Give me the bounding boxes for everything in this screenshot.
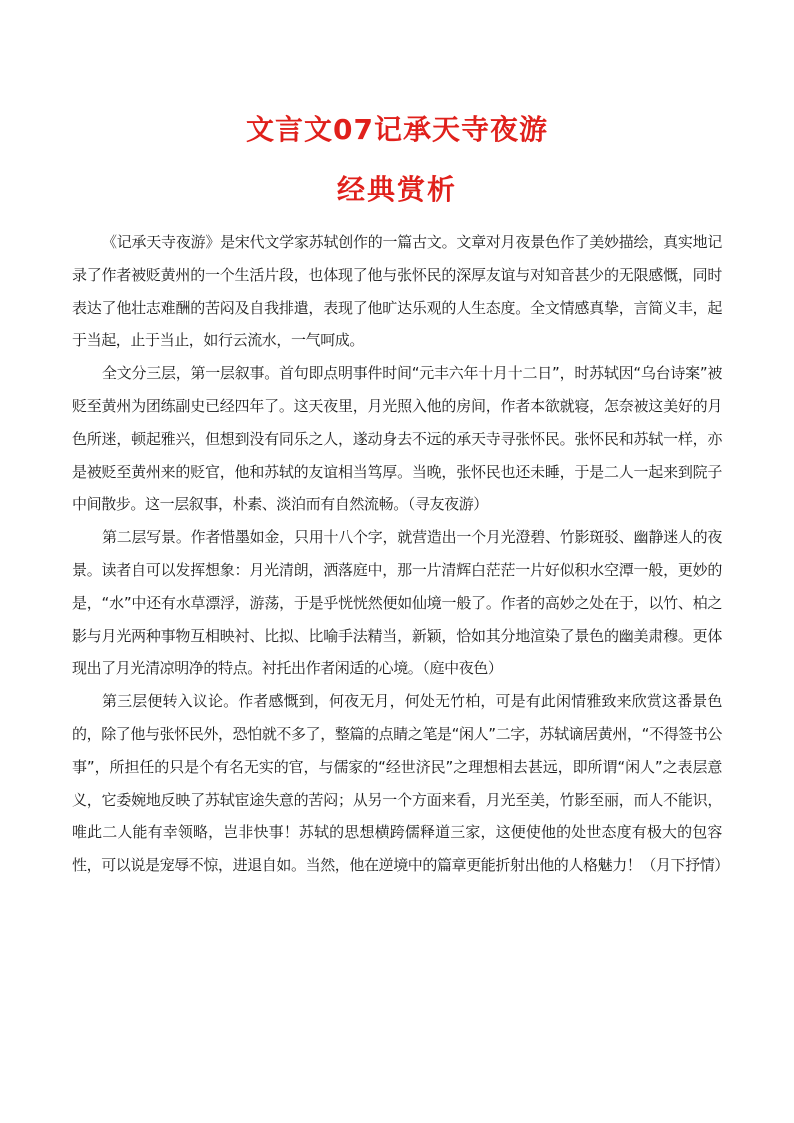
document-title: 文言文07记承天寺夜游 bbox=[246, 113, 548, 146]
section-heading: 经典赏析 bbox=[336, 173, 457, 206]
paragraph-intro: 《记承天寺夜游》是宋代文学家苏轼创作的一篇古文。文章对月夜景色作了美妙描绘，真实地记录了作者被贬黄州的一个生活片段，也体现了他与张怀民的深厚友谊与对知音甚少的无限感慨，同时表达了他壮志难酬的苦闷及自我排遣，表现了他旷达乐观的人生态度。全文情感真挚，言简义丰，起于当起，止于当止，如行云流水，一气呵成。 bbox=[72, 233, 722, 350]
document-body bbox=[72, 226, 730, 882]
paragraph-layer-three: 第三层便转入议论。作者感慨到，何夜无月，何处无竹柏，可是有此闲情雅致来欣赏这番景色的，除了他与张怀民外，恐怕就不多了，整篇的点睛之笔是“闲人”二字，苏轼谪居黄州，“不得签书公事”，所担任的只是个有名无实的官，与儒家的“经世济民”之理想相去甚远，即所谓“闲人”之表层意义，它委婉地反映了苏轼宦途失意的苦闷；从另一个方面来看，月光至美，竹影至丽，而人不能识，唯此二人能有幸领略，岂非快事！苏轼的思想横跨儒释道三家，这便使他的处世态度有极大的包容性，可以说是宠辱不惊，进退自如。当然，他在逆境中的篇章更能折射出他的人格魅力！（月下抒情） bbox=[72, 692, 730, 875]
paragraph-layer-one: 全文分三层，第一层叙事。首句即点明事件时间“元丰六年十月十二日”，时苏轼因“乌台诗案”被贬至黄州为团练副史已经四年了。这天夜里，月光照入他的房间，作者本欲就寝，怎奈被这美好的月色所迷，顿起雅兴，但想到没有同乐之人，遂动身去不远的承天寺寻张怀民。张怀民和苏轼一样，亦是被贬至黄州来的贬官，他和苏轼的友谊相当笃厚。当晚，张怀民也还未睡，于是二人一起来到院子中间散步。这一层叙事，朴素、淡泊而有自然流畅。（寻友夜游） bbox=[72, 364, 722, 514]
paragraph-layer-two: 第二层写景。作者惜墨如金，只用十八个字，就营造出一个月光澄碧、竹影斑驳、幽静迷人的夜景。读者自可以发挥想象：月光清朗，洒落庭中，那一片清辉白茫茫一片好似积水空潭一般，更妙的是，“水”中还有水草漂浮，游荡，于是乎恍恍然便如仙境一般了。作者的高妙之处在于，以竹、柏之影与月光两种事物互相映衬、比拟、比喻手法精当，新颖，恰如其分地渲染了景色的幽美肃穆。更体现出了月光清凉明净的特点。衬托出作者闲适的心境。（庭中夜色） bbox=[72, 528, 722, 678]
